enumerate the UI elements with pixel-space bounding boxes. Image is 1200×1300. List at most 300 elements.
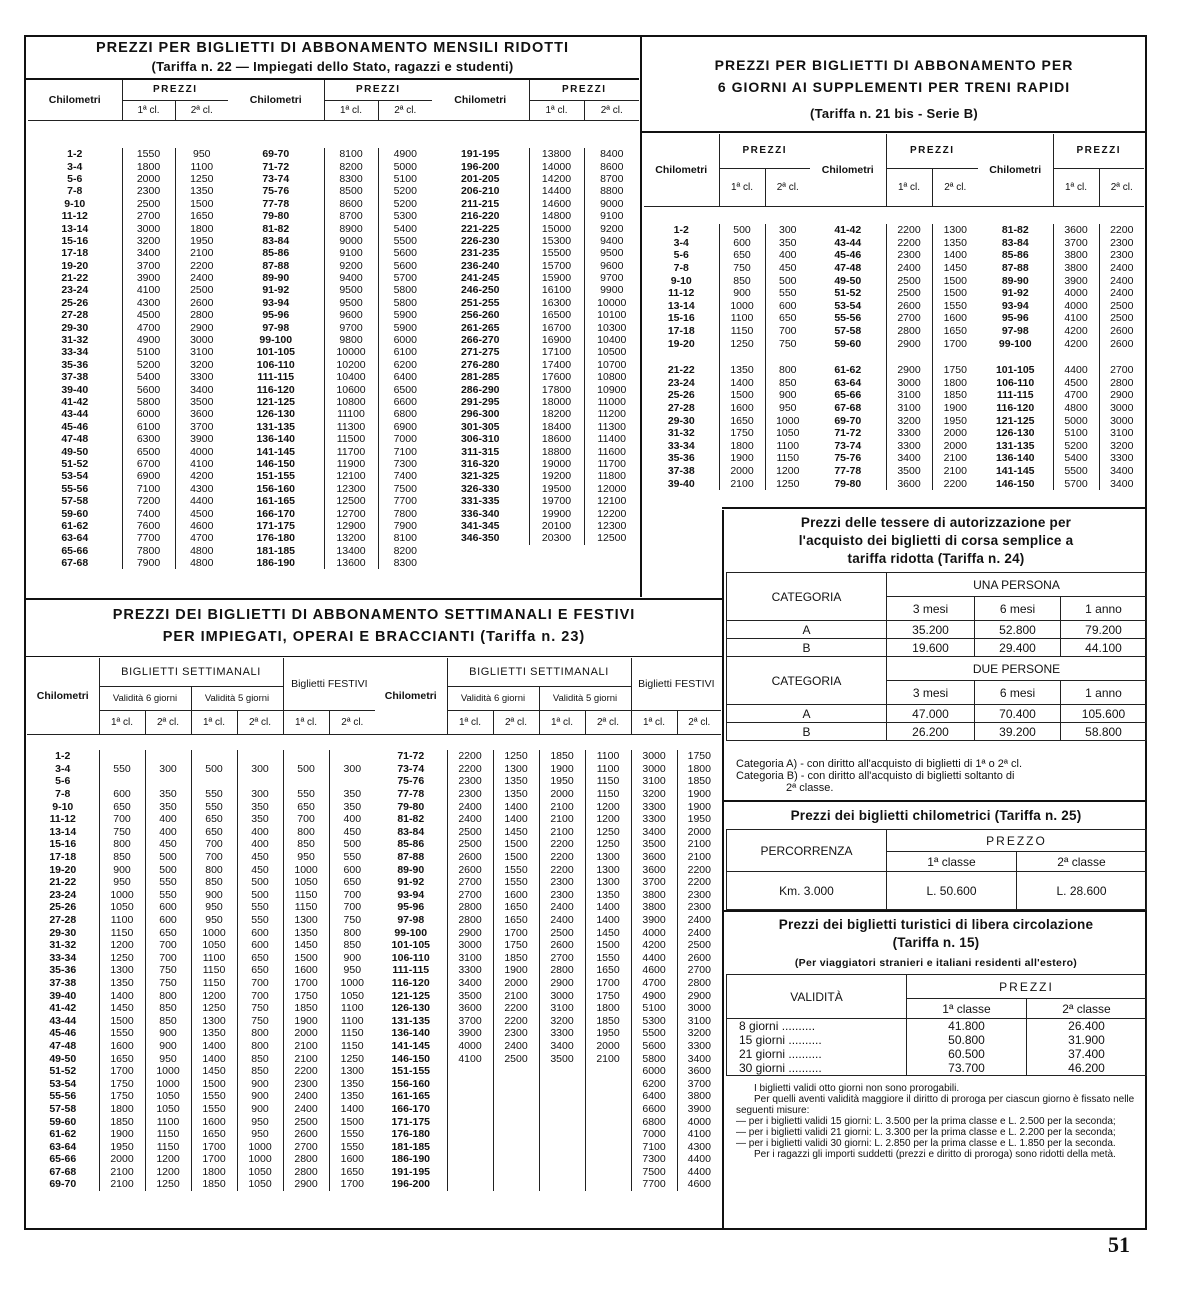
- price-cell: 1950: [585, 1027, 631, 1040]
- price-cell: 1000: [237, 1140, 283, 1153]
- price-cell: 2100: [99, 1166, 145, 1179]
- price-cell: 800: [99, 838, 145, 851]
- col-prezzi: PREZZI: [529, 80, 639, 100]
- price-cell: 2500: [886, 287, 932, 300]
- price-cell: 2700: [447, 889, 493, 902]
- price-cell: 750: [145, 964, 191, 977]
- price-cell: 2800: [447, 914, 493, 927]
- km-cell: 186-190: [375, 1153, 447, 1166]
- mensili-group-table: [228, 80, 432, 569]
- price-cell: 1050: [99, 901, 145, 914]
- price-cell: 3300: [1110, 452, 1134, 465]
- col-3-mesi: 3 mesi: [887, 597, 975, 621]
- price-cell: [585, 1065, 631, 1078]
- km-cell: 15-16: [644, 312, 719, 325]
- price-cell: [539, 1140, 585, 1153]
- price-cell: 950: [343, 964, 362, 977]
- km-cell: 131-135: [978, 440, 1053, 453]
- km-cell: 1-2: [27, 750, 99, 763]
- col-chilometri: Chilometri: [978, 134, 1053, 206]
- price-cell: 16700: [529, 321, 584, 333]
- price-cell: 3300: [687, 1039, 711, 1052]
- price-cell: 1450: [585, 926, 631, 939]
- price-cell: 6000: [631, 1065, 677, 1078]
- km-cell: 286-290: [432, 383, 529, 395]
- price-cell: [539, 1115, 585, 1128]
- table-row: [228, 557, 432, 569]
- table-row: [228, 458, 432, 470]
- col-1-classe: 1ª classe: [887, 852, 1017, 872]
- price-cell: 350: [145, 788, 191, 801]
- table-row: [27, 838, 375, 851]
- km-cell: 23-24: [27, 889, 99, 902]
- price-cell: 5100: [122, 346, 175, 358]
- price-cell: [932, 350, 978, 364]
- price-cell: 16100: [529, 284, 584, 296]
- price-cell: 6200: [393, 358, 417, 371]
- col-2-cl: 2ª cl.: [493, 710, 539, 734]
- cell: 35.200: [887, 621, 975, 639]
- price-cell: 1900: [539, 763, 585, 776]
- price-cell: 1550: [943, 299, 967, 312]
- price-cell: 1350: [585, 889, 631, 902]
- price-cell: 3900: [631, 914, 677, 927]
- price-cell: 2600: [886, 300, 932, 313]
- table-row: [644, 274, 810, 287]
- settimanali-title-2: PER IMPIEGATI, OPERAI E BRACCIANTI (Tariffa n. 23): [162, 629, 586, 645]
- table-row: [432, 148, 639, 160]
- price-cell: 1500: [585, 939, 631, 952]
- price-cell: 1450: [191, 1065, 237, 1078]
- km-cell: 106-110: [375, 952, 447, 965]
- price-cell: 2000: [539, 788, 585, 801]
- table-row: [432, 334, 639, 346]
- mensili-group-table: [28, 80, 228, 569]
- km-cell: 5-6: [644, 249, 719, 262]
- price-cell: 2100: [719, 477, 765, 490]
- table-row: [432, 507, 639, 519]
- price-cell: 7500: [631, 1166, 677, 1179]
- spacer: [644, 206, 810, 224]
- km-cell: 101-105: [375, 939, 447, 952]
- price-cell: 2600: [1110, 325, 1134, 338]
- price-cell: 2400: [539, 914, 585, 927]
- km-cell: 45-46: [27, 1027, 99, 1040]
- km-cell: 131-135: [375, 1014, 447, 1027]
- price-cell: 1600: [191, 1115, 237, 1128]
- price-cell: 650: [191, 826, 237, 839]
- price-cell: 8200: [393, 544, 417, 557]
- price-cell: 1750: [585, 989, 631, 1002]
- km-cell: 126-130: [228, 408, 324, 420]
- km-cell: 81-82: [375, 813, 447, 826]
- table-row: [28, 185, 228, 197]
- km-cell: 47-48: [28, 433, 122, 445]
- mensili-subtitle: (Tariffa n. 22 — Impiegati dello Stato, ragazzi e studenti): [151, 59, 514, 74]
- price-cell: 11700: [324, 445, 378, 457]
- price-cell: 4000: [1053, 287, 1099, 300]
- price-cell: 2200: [190, 259, 214, 272]
- table-row: [228, 445, 432, 457]
- price-cell: 600: [145, 901, 191, 914]
- turistici-notes: [736, 1083, 1136, 1160]
- table-row: [978, 274, 1144, 287]
- col-6-mesi: 6 mesi: [975, 597, 1061, 621]
- price-cell: 2200: [447, 763, 493, 776]
- settimanali-title: PREZZI DEI BIGLIETTI DI ABBONAMENTO SETTIMANALI E FESTIVI: [112, 607, 636, 623]
- km-cell: 63-64: [28, 532, 122, 544]
- price-cell: 3300: [886, 427, 932, 440]
- km-cell: 25-26: [28, 297, 122, 309]
- km-cell: 316-320: [432, 458, 529, 470]
- km-cell: 5-6: [27, 775, 99, 788]
- price-cell: 900: [343, 951, 362, 964]
- settimanali-section: [26, 602, 722, 652]
- turistici-title: Prezzi dei biglietti turistici di libera circolazione: [778, 917, 1094, 932]
- km-cell: 146-150: [375, 1052, 447, 1065]
- price-cell: 9200: [600, 222, 624, 235]
- km-cell: 91-92: [228, 284, 324, 296]
- price-cell: 5800: [631, 1052, 677, 1065]
- cell: 73.700: [907, 1061, 1027, 1076]
- cell: 58.800: [1061, 723, 1147, 741]
- table-row: [27, 863, 375, 876]
- price-cell: 9600: [600, 259, 624, 272]
- table-row: [375, 876, 721, 889]
- price-cell: 1600: [493, 889, 539, 902]
- table-row: [432, 470, 639, 482]
- price-cell: 3300: [539, 1027, 585, 1040]
- price-cell: 500: [778, 274, 797, 287]
- col-prezzi: PREZZI: [1053, 134, 1144, 168]
- price-cell: 5300: [393, 210, 417, 223]
- price-cell: [447, 1128, 493, 1141]
- price-cell: 12100: [597, 495, 627, 508]
- price-cell: 7400: [122, 507, 175, 519]
- price-cell: 6000: [393, 334, 417, 347]
- price-cell: [886, 350, 932, 364]
- km-cell: 99-100: [978, 337, 1053, 350]
- price-cell: 6600: [631, 1103, 677, 1116]
- price-cell: 2400: [283, 1090, 329, 1103]
- price-cell: 3700: [447, 1014, 493, 1027]
- table-row: [644, 224, 810, 237]
- km-cell: 29-30: [644, 414, 719, 427]
- km-cell: [978, 350, 1053, 364]
- price-cell: 4900: [393, 148, 417, 161]
- price-cell: 1900: [99, 1128, 145, 1141]
- price-cell: 9400: [600, 234, 624, 247]
- price-cell: 1500: [493, 851, 539, 864]
- table-row: [432, 383, 639, 395]
- price-cell: 1250: [191, 1002, 237, 1015]
- table-row: [432, 160, 639, 172]
- table-row: [810, 325, 978, 338]
- price-cell: 1050: [776, 427, 800, 440]
- price-cell: 10000: [324, 346, 378, 358]
- price-cell: 3300: [886, 440, 932, 453]
- table-row: [28, 495, 228, 507]
- price-cell: 2900: [886, 337, 932, 350]
- km-cell: 53-54: [28, 470, 122, 482]
- price-cell: 2300: [447, 775, 493, 788]
- price-cell: 1900: [687, 800, 711, 813]
- divider: [642, 131, 1146, 133]
- km-cell: 55-56: [810, 312, 886, 325]
- price-cell: 2800: [687, 976, 711, 989]
- table-row: [432, 408, 639, 420]
- km-cell: 61-62: [27, 1128, 99, 1141]
- price-cell: 850: [145, 1002, 191, 1015]
- table-row: [810, 440, 978, 453]
- price-cell: 2100: [943, 452, 967, 465]
- price-cell: 550: [191, 788, 237, 801]
- col-due-persone: DUE PERSONE: [887, 657, 1147, 681]
- km-cell: 17-18: [644, 325, 719, 338]
- price-cell: 1050: [191, 939, 237, 952]
- km-cell: 77-78: [228, 198, 324, 210]
- cell: 37.400: [1027, 1047, 1147, 1061]
- km-cell: 93-94: [228, 297, 324, 309]
- price-cell: 3200: [886, 414, 932, 427]
- km-cell: 216-220: [432, 210, 529, 222]
- price-cell: 350: [343, 800, 362, 813]
- price-cell: 850: [719, 274, 765, 287]
- divider: [26, 656, 722, 657]
- price-cell: 2500: [447, 838, 493, 851]
- price-cell: 350: [343, 788, 362, 801]
- price-cell: 1400: [191, 1040, 237, 1053]
- price-cell: 3000: [190, 334, 214, 347]
- km-cell: 13-14: [644, 300, 719, 313]
- price-cell: 7700: [393, 495, 417, 508]
- price-cell: 5800: [393, 296, 417, 309]
- price-cell: 600: [99, 788, 145, 801]
- price-cell: 13200: [324, 532, 378, 544]
- price-cell: 8600: [324, 198, 378, 210]
- price-cell: 5500: [631, 1027, 677, 1040]
- price-cell: 3500: [190, 396, 214, 408]
- price-cell: 1450: [943, 262, 967, 275]
- price-cell: 400: [145, 813, 191, 826]
- price-cell: 750: [343, 914, 362, 927]
- price-cell: 13800: [529, 148, 584, 160]
- price-cell: 1250: [776, 477, 800, 490]
- price-cell: 900: [145, 1027, 191, 1040]
- cell: L. 28.600: [1017, 872, 1147, 910]
- price-cell: 500: [283, 763, 329, 776]
- price-cell: 2000: [719, 465, 765, 478]
- km-cell: 161-165: [228, 495, 324, 507]
- price-cell: 1500: [493, 838, 539, 851]
- price-cell: 800: [283, 826, 329, 839]
- price-cell: 18600: [529, 433, 584, 445]
- price-cell: 2400: [1110, 287, 1134, 300]
- price-cell: 1800: [687, 762, 711, 775]
- price-cell: 7600: [122, 520, 175, 532]
- price-cell: 17600: [529, 371, 584, 383]
- cell: 39.200: [975, 723, 1061, 741]
- price-cell: 700: [343, 901, 362, 914]
- price-cell: 4800: [1053, 402, 1099, 415]
- price-cell: 1050: [340, 989, 364, 1002]
- table-row: [375, 800, 721, 813]
- price-cell: 2000: [687, 825, 711, 838]
- price-cell: 10300: [597, 321, 627, 334]
- price-cell: 2700: [122, 210, 175, 222]
- price-cell: 2600: [539, 939, 585, 952]
- price-cell: 5200: [393, 185, 417, 198]
- km-cell: 111-115: [228, 371, 324, 383]
- km-cell: 25-26: [27, 901, 99, 914]
- price-cell: 10800: [597, 371, 627, 384]
- price-cell: 1000: [283, 863, 329, 876]
- km-cell: 85-86: [375, 838, 447, 851]
- cell: Km. 3.000: [727, 872, 887, 910]
- km-cell: 121-125: [375, 989, 447, 1002]
- price-cell: 500: [145, 851, 191, 864]
- km-cell: 35-36: [644, 452, 719, 465]
- price-cell: 9600: [324, 309, 378, 321]
- km-cell: 75-76: [375, 775, 447, 788]
- price-cell: 1600: [340, 1153, 364, 1166]
- price-cell: [329, 775, 375, 788]
- col-validita-6: Validità 6 giorni: [99, 686, 191, 710]
- price-cell: 1500: [943, 287, 967, 300]
- km-cell: 71-72: [228, 160, 324, 172]
- price-cell: 1300: [191, 1014, 237, 1027]
- table-row: [28, 458, 228, 470]
- price-cell: [237, 750, 283, 763]
- table-row: [27, 989, 375, 1002]
- price-cell: 1200: [191, 989, 237, 1002]
- table-row: [28, 222, 228, 234]
- price-cell: 1000: [776, 414, 800, 427]
- price-cell: 6400: [631, 1090, 677, 1103]
- km-cell: 99-100: [228, 334, 324, 346]
- rapidi-group-table: [644, 134, 810, 490]
- km-cell: 11-12: [28, 210, 122, 222]
- cell: 52.800: [975, 621, 1061, 639]
- table-row: [28, 507, 228, 519]
- price-cell: 1650: [493, 901, 539, 914]
- price-cell: 1300: [943, 224, 967, 237]
- table-row: [375, 1115, 721, 1128]
- price-cell: 19900: [529, 507, 584, 519]
- price-cell: 1000: [145, 1077, 191, 1090]
- price-cell: 450: [237, 851, 283, 864]
- price-cell: 4000: [631, 926, 677, 939]
- price-cell: 1000: [340, 976, 364, 989]
- price-cell: 550: [191, 800, 237, 813]
- table-row: [228, 371, 432, 383]
- price-cell: [493, 1077, 539, 1090]
- price-cell: 2400: [283, 1103, 329, 1116]
- km-cell: 95-96: [978, 312, 1053, 325]
- price-cell: 550: [145, 889, 191, 902]
- price-cell: 1800: [190, 222, 214, 235]
- price-cell: 3500: [631, 838, 677, 851]
- km-cell: 7-8: [644, 262, 719, 275]
- price-cell: 2100: [539, 813, 585, 826]
- price-cell: 900: [237, 1077, 283, 1090]
- price-cell: 750: [778, 337, 797, 350]
- km-cell: 71-72: [375, 750, 447, 763]
- price-cell: 950: [283, 851, 329, 864]
- table-row: [810, 287, 978, 300]
- price-cell: 7900: [122, 557, 175, 569]
- col-categoria: CATEGORIA: [727, 657, 887, 705]
- km-cell: 131-135: [228, 421, 324, 433]
- price-cell: 10900: [597, 383, 627, 396]
- price-cell: 550: [237, 914, 283, 927]
- price-cell: 1100: [341, 1014, 364, 1027]
- price-cell: 2300: [687, 901, 711, 914]
- price-cell: 1000: [191, 926, 237, 939]
- price-cell: 1050: [283, 876, 329, 889]
- price-cell: 7400: [393, 470, 417, 483]
- table-row: [27, 813, 375, 826]
- table-row: [810, 262, 978, 275]
- table-row: [28, 408, 228, 420]
- col-validita-6: Validità 6 giorni: [447, 686, 539, 710]
- table-row: [28, 297, 228, 309]
- table-row: [375, 1065, 721, 1078]
- price-cell: 4700: [631, 977, 677, 990]
- price-cell: 1800: [99, 1103, 145, 1116]
- price-cell: 950: [145, 1052, 191, 1065]
- price-cell: 1150: [585, 775, 631, 788]
- price-cell: [493, 1178, 539, 1191]
- km-cell: 57-58: [810, 325, 886, 338]
- price-cell: 19200: [529, 470, 584, 482]
- price-cell: 1150: [341, 1027, 364, 1040]
- price-cell: 1050: [237, 1178, 283, 1191]
- col-2-cl: 2ª cl.: [394, 104, 417, 116]
- price-cell: 7500: [393, 482, 417, 495]
- price-cell: 5600: [122, 383, 175, 395]
- km-cell: 3-4: [28, 160, 122, 172]
- price-cell: 1050: [145, 1103, 191, 1116]
- price-cell: 4600: [190, 519, 214, 532]
- price-cell: [585, 1103, 631, 1116]
- km-cell: 176-180: [375, 1128, 447, 1141]
- price-cell: 5500: [1053, 465, 1099, 478]
- price-cell: 2100: [493, 989, 539, 1002]
- table-row: [27, 1153, 375, 1166]
- km-cell: 99-100: [375, 926, 447, 939]
- price-cell: 3100: [631, 775, 677, 788]
- table-row: [375, 977, 721, 990]
- price-cell: 4300: [122, 297, 175, 309]
- table-row: [228, 297, 432, 309]
- tessere-title: Prezzi delle tessere di autorizzazione per: [800, 515, 1072, 530]
- price-cell: 4600: [631, 964, 677, 977]
- price-cell: 3500: [886, 465, 932, 478]
- price-cell: 4400: [631, 952, 677, 965]
- price-cell: 3700: [190, 420, 214, 433]
- km-cell: 126-130: [375, 1002, 447, 1015]
- price-cell: 2400: [493, 1040, 539, 1053]
- km-cell: 206-210: [432, 185, 529, 197]
- km-cell: 1-2: [28, 148, 122, 160]
- price-cell: 2300: [687, 888, 711, 901]
- table-row: [432, 445, 639, 457]
- table-row: [28, 421, 228, 433]
- km-cell: 33-34: [644, 440, 719, 453]
- price-cell: 2800: [190, 309, 214, 322]
- price-cell: 2300: [283, 1077, 329, 1090]
